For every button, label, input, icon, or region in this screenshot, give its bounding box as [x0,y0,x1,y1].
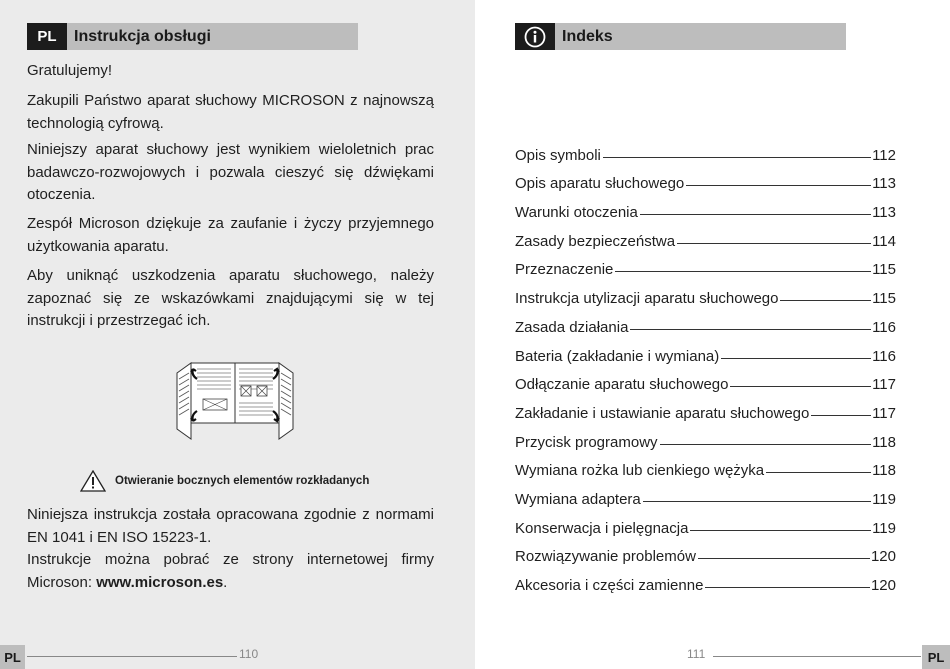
toc-leader-line [640,214,871,215]
toc-entry-page: 117 [872,404,896,422]
toc-entry-label: Zasady bezpieczeństwa [515,232,676,250]
toc-entry-page: 120 [870,577,896,594]
toc-entry-page: 119 [872,490,896,508]
toc-entry[interactable] [515,479,896,508]
toc-entry-page: 120 [870,548,896,566]
toc-entry-page: 114 [872,232,896,250]
toc-entry[interactable] [515,508,896,537]
page-number: 110 [239,647,259,661]
footer-rule [27,656,237,657]
paragraph-norms: Niniejsza instrukcja została opracowana zgodnie z normami EN 1041 i EN ISO 15223-1. [27,506,434,546]
toc-entry-label: Wymiana adaptera [515,490,641,508]
toc-entry-page: 115 [872,261,896,279]
toc-leader-line [780,300,871,301]
toc-entry-page: 119 [872,519,896,537]
toc-entry[interactable] [515,565,896,594]
warning-text: Otwieranie bocznych elementów rozkładanych [115,475,370,487]
page-number: 111 [687,647,706,661]
toc-entry-label: Konserwacja i pielęgnacja [515,519,689,537]
toc-entry-page: 115 [872,290,896,308]
toc-leader-line [643,501,871,502]
toc-entry-page: 113 [872,204,896,222]
toc-entry[interactable] [515,135,896,164]
toc-entry[interactable] [515,221,896,250]
warning-triangle-icon [80,470,106,492]
toc-entry-label: Akcesoria i części zamienne [515,577,704,594]
paragraph-research: Niniejszy aparat słuchowy jest wynikiem wieloletnich prac badawczo-rozwojowych i pozwala cieszyć się dźwiękami otoczenia. [27,141,434,203]
toc-leader-line [615,271,871,272]
toc-entry-page: 116 [872,347,896,365]
toc-entry[interactable] [515,307,896,336]
download-suffix: . [223,573,228,591]
toc-entry[interactable] [515,365,896,394]
toc-entry[interactable] [515,537,896,566]
toc-entry-page: 118 [872,433,896,451]
toc-leader-line [690,530,871,531]
toc-entry-label: Instrukcja utylizacji aparatu słuchowego [515,290,779,308]
toc-leader-line [603,157,871,158]
toc-entry-page: 117 [872,376,896,394]
footer-language-tag: PL [922,645,950,669]
toc-entry[interactable] [515,278,896,307]
paragraph-purchase: Zakupili Państwo aparat słuchowy MICROSON z najnowszą technologią cyfrową. [27,92,434,132]
foldout-booklet-illustration [175,359,295,445]
paragraph-instructions: Aby uniknąć uszkodzenia aparatu słuchowego, należy zapoznać się ze wskazówkami znajdującymi się w tej instrukcji i przestrzegać ich. [27,267,434,329]
table-of-contents [515,135,896,594]
toc-leader-line [698,558,870,559]
footer-rule [713,656,921,657]
index-title: Indeks [562,27,613,45]
toc-entry[interactable] [515,451,896,480]
info-icon-box [515,23,555,50]
toc-leader-line [705,587,870,588]
toc-entry-page: 112 [872,146,896,164]
toc-entry-label: Bateria (zakładanie i wymiana) [515,347,720,365]
toc-leader-line [721,358,871,359]
paragraph-thanks: Zespół Microson dziękuje za zaufanie i życzy przyjemnego użytkowania aparatu. [27,215,434,255]
page-title: Instrukcja obsługi [74,27,211,45]
left-header [27,23,358,50]
toc-leader-line [686,185,871,186]
toc-entry[interactable] [515,164,896,193]
toc-leader-line [660,444,872,445]
toc-entry[interactable] [515,192,896,221]
toc-entry-label: Zakładanie i ustawianie aparatu słuchowego [515,404,810,422]
toc-entry[interactable] [515,393,896,422]
toc-entry-label: Opis symboli [515,146,601,164]
toc-entry-label: Wymiana rożka lub cienkiego wężyka [515,462,765,480]
toc-entry-label: Przycisk programowy [515,433,658,451]
toc-entry-label: Przeznaczenie [515,261,614,279]
toc-entry-label: Opis aparatu słuchowego [515,175,685,193]
toc-entry-label: Zasada działania [515,318,629,336]
toc-leader-line [630,329,871,330]
language-tag: PL [27,23,67,50]
paragraph-download [27,549,434,594]
right-page [475,0,950,669]
toc-leader-line [730,386,871,387]
toc-entry-label: Rozwiązywanie problemów [515,548,696,566]
toc-entry[interactable] [515,250,896,279]
toc-leader-line [766,472,871,473]
paragraph-greeting: Gratulujemy! [27,62,113,79]
toc-entry[interactable] [515,422,896,451]
website-link[interactable]: www.microson.es [96,573,224,591]
toc-entry-page: 118 [872,462,896,480]
toc-leader-line [677,243,871,244]
toc-entry-page: 116 [872,318,896,336]
download-text: Instrukcje można pobrać ze strony internetowej firmy Microson: [27,551,434,591]
toc-leader-line [811,415,871,416]
toc-entry-label: Odłączanie aparatu słuchowego [515,376,729,394]
warning-note [80,470,369,492]
toc-entry-page: 113 [872,175,896,193]
toc-entry[interactable] [515,336,896,365]
footer-language-tag: PL [0,645,25,669]
info-icon [524,26,546,48]
toc-entry-label: Warunki otoczenia [515,204,638,222]
right-header [515,23,846,50]
